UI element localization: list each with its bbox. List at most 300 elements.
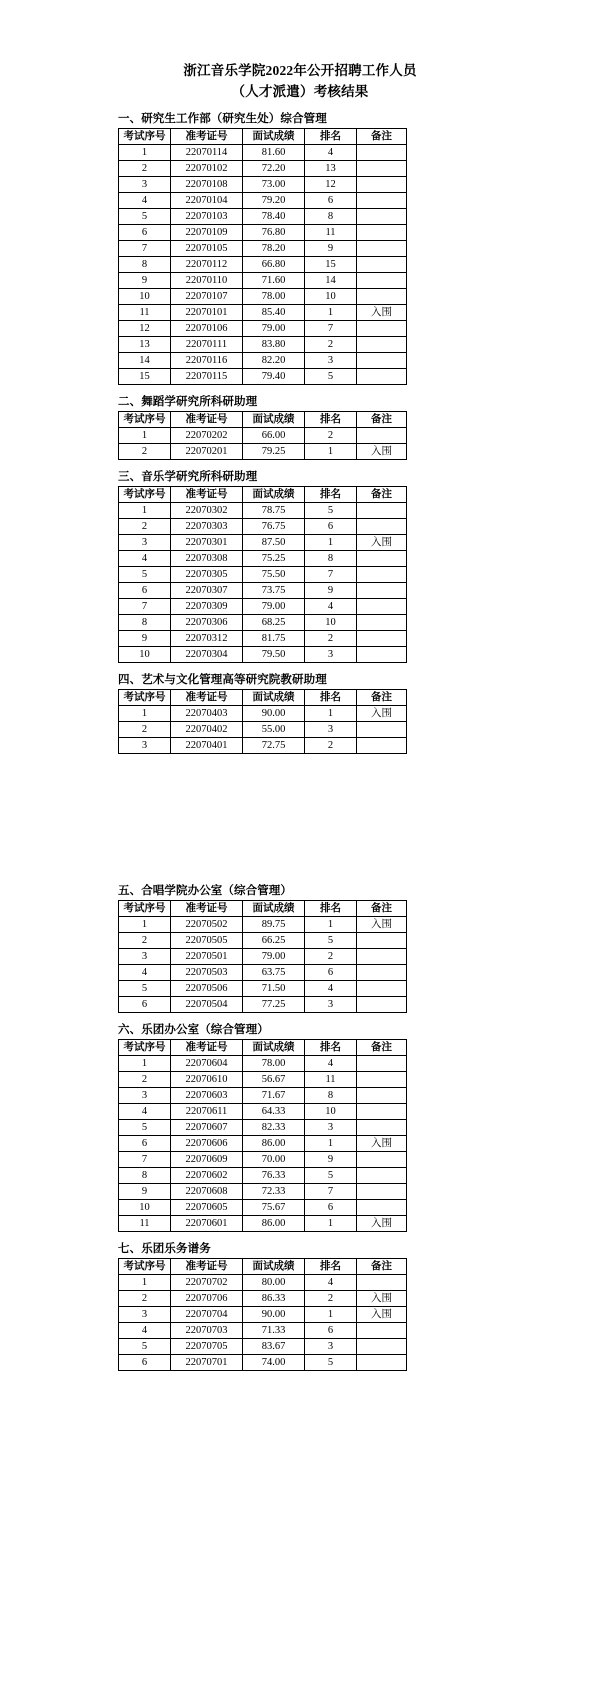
table-cell: 8 (305, 551, 357, 567)
table-cell: 22070102 (171, 161, 243, 177)
table-cell: 3 (119, 1088, 171, 1104)
table-cell: 81.75 (243, 631, 305, 647)
table-cell: 15 (119, 369, 171, 385)
table-cell (357, 321, 407, 337)
table-cell: 22070301 (171, 535, 243, 551)
table-row (119, 225, 407, 241)
table-cell: 7 (305, 321, 357, 337)
table-cell: 6 (305, 1323, 357, 1339)
table-cell (357, 615, 407, 631)
table-cell: 10 (305, 615, 357, 631)
table-cell (357, 965, 407, 981)
table-cell: 75.25 (243, 551, 305, 567)
table-cell: 10 (119, 647, 171, 663)
table-cell: 66.80 (243, 257, 305, 273)
section-heading: 二、舞蹈学研究所科研助理 (118, 396, 258, 408)
table-cell: 9 (119, 1184, 171, 1200)
table-row (119, 981, 407, 997)
table-cell: 75.67 (243, 1200, 305, 1216)
column-header: 准考证号 (171, 1259, 243, 1275)
table-row (119, 1216, 407, 1232)
table-cell: 79.50 (243, 647, 305, 663)
table-cell: 4 (305, 981, 357, 997)
table-cell: 22070107 (171, 289, 243, 305)
table-cell: 72.33 (243, 1184, 305, 1200)
table-cell (357, 647, 407, 663)
table-cell: 22070702 (171, 1275, 243, 1291)
table-cell: 79.00 (243, 599, 305, 615)
table-cell: 5 (305, 1355, 357, 1371)
table-row (119, 1200, 407, 1216)
table-cell: 11 (119, 1216, 171, 1232)
table-cell: 3 (305, 1339, 357, 1355)
table-cell: 4 (119, 551, 171, 567)
column-header: 准考证号 (171, 1040, 243, 1056)
table-cell (357, 1120, 407, 1136)
results-table (118, 1258, 407, 1371)
table-row (119, 933, 407, 949)
table-cell: 78.75 (243, 503, 305, 519)
table-cell: 入围 (357, 706, 407, 722)
table-row (119, 353, 407, 369)
table-cell: 5 (119, 981, 171, 997)
table-cell: 22070607 (171, 1120, 243, 1136)
table-cell: 1 (119, 1275, 171, 1291)
table-cell: 66.25 (243, 933, 305, 949)
table-cell: 9 (119, 273, 171, 289)
table-cell: 22070505 (171, 933, 243, 949)
table-cell: 79.00 (243, 949, 305, 965)
table-row (119, 209, 407, 225)
column-header: 考试序号 (119, 1259, 171, 1275)
table-cell: 1 (305, 1216, 357, 1232)
table-cell: 入围 (357, 1136, 407, 1152)
table-cell: 入围 (357, 535, 407, 551)
table-cell: 3 (305, 997, 357, 1013)
table-cell: 79.40 (243, 369, 305, 385)
sections-container (0, 110, 600, 1371)
table-cell: 79.25 (243, 444, 305, 460)
table-cell: 2 (119, 161, 171, 177)
table-cell: 7 (119, 599, 171, 615)
table-row (119, 1275, 407, 1291)
column-header: 备注 (357, 1040, 407, 1056)
table-cell: 9 (305, 241, 357, 257)
table-cell: 86.33 (243, 1291, 305, 1307)
table-row (119, 193, 407, 209)
table-header-row (119, 129, 407, 145)
table-header-row (119, 690, 407, 706)
table-cell: 83.67 (243, 1339, 305, 1355)
table-cell: 入围 (357, 1291, 407, 1307)
table-cell: 1 (119, 145, 171, 161)
table-cell: 22070308 (171, 551, 243, 567)
section (0, 468, 600, 663)
table-cell: 90.00 (243, 706, 305, 722)
table-cell: 9 (305, 1152, 357, 1168)
table-cell (357, 1275, 407, 1291)
table-cell: 79.00 (243, 321, 305, 337)
table-cell: 5 (305, 933, 357, 949)
table-cell: 6 (305, 193, 357, 209)
table-cell: 63.75 (243, 965, 305, 981)
table-cell: 7 (305, 1184, 357, 1200)
table-cell (357, 551, 407, 567)
results-table (118, 1039, 407, 1232)
table-cell: 22070701 (171, 1355, 243, 1371)
table-cell: 64.33 (243, 1104, 305, 1120)
table-cell: 72.75 (243, 738, 305, 754)
table-cell: 74.00 (243, 1355, 305, 1371)
table-row (119, 647, 407, 663)
section-heading: 七、乐团乐务谱务 (118, 1243, 211, 1255)
table-cell: 入围 (357, 444, 407, 460)
table-cell: 22070109 (171, 225, 243, 241)
table-cell (357, 738, 407, 754)
table-cell (357, 583, 407, 599)
results-table (118, 486, 407, 663)
table-cell: 11 (305, 225, 357, 241)
table-row (119, 1355, 407, 1371)
table-cell (357, 1088, 407, 1104)
table-cell: 86.00 (243, 1136, 305, 1152)
table-row (119, 1291, 407, 1307)
column-header: 备注 (357, 690, 407, 706)
column-header: 准考证号 (171, 690, 243, 706)
table-cell: 4 (305, 145, 357, 161)
table-cell: 66.00 (243, 428, 305, 444)
table-cell: 22070506 (171, 981, 243, 997)
table-cell (357, 428, 407, 444)
column-header: 面试成绩 (243, 1259, 305, 1275)
table-cell: 2 (119, 444, 171, 460)
table-cell: 6 (119, 1355, 171, 1371)
table-cell: 14 (119, 353, 171, 369)
table-cell: 22070604 (171, 1056, 243, 1072)
table-row (119, 241, 407, 257)
table-cell: 3 (119, 949, 171, 965)
table-cell (357, 209, 407, 225)
table-row (119, 722, 407, 738)
table-cell: 70.00 (243, 1152, 305, 1168)
table-row (119, 321, 407, 337)
table-cell: 3 (119, 738, 171, 754)
table-cell: 22070611 (171, 1104, 243, 1120)
table-cell: 1 (119, 917, 171, 933)
table-cell: 4 (305, 1056, 357, 1072)
table-row (119, 631, 407, 647)
table-cell: 76.33 (243, 1168, 305, 1184)
table-row (119, 369, 407, 385)
table-cell: 入围 (357, 1216, 407, 1232)
table-cell: 22070104 (171, 193, 243, 209)
table-cell: 3 (119, 1307, 171, 1323)
table-cell: 1 (305, 1307, 357, 1323)
table-cell: 15 (305, 257, 357, 273)
table-row (119, 503, 407, 519)
column-header: 备注 (357, 412, 407, 428)
table-cell: 1 (119, 706, 171, 722)
table-cell (357, 177, 407, 193)
table-cell (357, 1056, 407, 1072)
table-cell: 22070108 (171, 177, 243, 193)
table-row (119, 289, 407, 305)
table-cell: 78.00 (243, 289, 305, 305)
table-row (119, 615, 407, 631)
page-title-line-2: （人才派遣）考核结果 (231, 84, 369, 99)
column-header: 排名 (305, 1040, 357, 1056)
table-cell: 22070501 (171, 949, 243, 965)
column-header: 考试序号 (119, 690, 171, 706)
table-cell: 12 (119, 321, 171, 337)
table-cell: 22070312 (171, 631, 243, 647)
table-cell: 22070101 (171, 305, 243, 321)
table-cell: 86.00 (243, 1216, 305, 1232)
table-row (119, 1339, 407, 1355)
table-cell: 8 (305, 209, 357, 225)
table-cell: 5 (305, 1168, 357, 1184)
table-row (119, 519, 407, 535)
table-cell: 22070114 (171, 145, 243, 161)
table-cell: 12 (305, 177, 357, 193)
table-cell: 90.00 (243, 1307, 305, 1323)
table-cell: 22070609 (171, 1152, 243, 1168)
column-header: 准考证号 (171, 487, 243, 503)
table-cell: 1 (305, 305, 357, 321)
page-break-spacer (0, 754, 600, 874)
table-row (119, 1184, 407, 1200)
column-header: 面试成绩 (243, 1040, 305, 1056)
table-row (119, 706, 407, 722)
table-header-row (119, 412, 407, 428)
table-cell: 78.40 (243, 209, 305, 225)
table-cell: 71.33 (243, 1323, 305, 1339)
column-header: 备注 (357, 1259, 407, 1275)
table-cell (357, 161, 407, 177)
table-row (119, 738, 407, 754)
table-cell: 6 (119, 1136, 171, 1152)
table-row (119, 444, 407, 460)
table-cell: 22070504 (171, 997, 243, 1013)
table-row (119, 177, 407, 193)
table-cell: 5 (119, 209, 171, 225)
table-cell: 5 (119, 1339, 171, 1355)
table-cell: 2 (119, 519, 171, 535)
table-cell: 82.33 (243, 1120, 305, 1136)
table-row (119, 1088, 407, 1104)
table-header-row (119, 1040, 407, 1056)
table-cell: 5 (119, 1120, 171, 1136)
table-cell: 22070601 (171, 1216, 243, 1232)
table-cell: 8 (305, 1088, 357, 1104)
table-cell (357, 503, 407, 519)
table-row (119, 997, 407, 1013)
table-cell: 2 (305, 738, 357, 754)
table-cell: 22070502 (171, 917, 243, 933)
table-row (119, 1152, 407, 1168)
table-cell: 87.50 (243, 535, 305, 551)
table-row (119, 145, 407, 161)
table-cell: 80.00 (243, 1275, 305, 1291)
table-cell: 4 (305, 599, 357, 615)
page-title-line-1: 浙江音乐学院2022年公开招聘工作人员 (183, 63, 417, 78)
table-cell: 2 (305, 337, 357, 353)
section-heading: 三、音乐学研究所科研助理 (118, 471, 258, 483)
results-table (118, 900, 407, 1013)
column-header: 备注 (357, 129, 407, 145)
table-cell: 1 (119, 428, 171, 444)
table-cell (357, 949, 407, 965)
table-cell (357, 241, 407, 257)
table-cell: 82.20 (243, 353, 305, 369)
table-cell (357, 1168, 407, 1184)
table-cell: 79.20 (243, 193, 305, 209)
column-header: 考试序号 (119, 412, 171, 428)
table-cell (357, 1323, 407, 1339)
table-cell (357, 1072, 407, 1088)
table-cell: 77.25 (243, 997, 305, 1013)
table-cell: 5 (305, 369, 357, 385)
table-cell: 78.20 (243, 241, 305, 257)
table-cell: 2 (119, 933, 171, 949)
table-cell: 22070403 (171, 706, 243, 722)
section (0, 110, 600, 385)
table-cell (357, 631, 407, 647)
table-cell (357, 1104, 407, 1120)
table-cell: 7 (119, 241, 171, 257)
table-cell: 6 (305, 1200, 357, 1216)
column-header: 考试序号 (119, 129, 171, 145)
section-heading: 五、合唱学院办公室（综合管理） (118, 885, 292, 897)
table-cell: 1 (305, 535, 357, 551)
table-cell: 76.75 (243, 519, 305, 535)
table-cell: 22070112 (171, 257, 243, 273)
table-cell: 75.50 (243, 567, 305, 583)
table-cell: 9 (305, 583, 357, 599)
table-cell: 6 (119, 997, 171, 1013)
column-header: 备注 (357, 487, 407, 503)
table-cell: 4 (119, 1104, 171, 1120)
table-cell: 22070402 (171, 722, 243, 738)
results-table (118, 411, 407, 460)
table-cell: 22070302 (171, 503, 243, 519)
section (0, 1240, 600, 1371)
table-cell: 22070202 (171, 428, 243, 444)
table-cell (357, 337, 407, 353)
table-cell: 6 (119, 583, 171, 599)
table-cell: 13 (119, 337, 171, 353)
table-cell: 22070703 (171, 1323, 243, 1339)
table-cell: 22070705 (171, 1339, 243, 1355)
table-cell: 83.80 (243, 337, 305, 353)
table-cell: 13 (305, 161, 357, 177)
table-cell: 2 (305, 949, 357, 965)
column-header: 考试序号 (119, 1040, 171, 1056)
table-cell: 71.60 (243, 273, 305, 289)
column-header: 排名 (305, 412, 357, 428)
table-cell: 7 (305, 567, 357, 583)
column-header: 面试成绩 (243, 487, 305, 503)
table-cell: 11 (305, 1072, 357, 1088)
table-row (119, 965, 407, 981)
section (0, 1021, 600, 1232)
table-cell: 56.67 (243, 1072, 305, 1088)
table-cell: 3 (305, 1120, 357, 1136)
column-header: 面试成绩 (243, 901, 305, 917)
table-cell: 71.50 (243, 981, 305, 997)
section-heading: 一、研究生工作部（研究生处）综合管理 (118, 113, 327, 125)
table-row (119, 599, 407, 615)
column-header: 排名 (305, 129, 357, 145)
table-cell: 22070306 (171, 615, 243, 631)
column-header: 面试成绩 (243, 129, 305, 145)
table-cell: 22070309 (171, 599, 243, 615)
table-row (119, 583, 407, 599)
table-cell: 22070603 (171, 1088, 243, 1104)
table-cell: 14 (305, 273, 357, 289)
table-cell: 22070110 (171, 273, 243, 289)
table-cell (357, 193, 407, 209)
table-cell (357, 289, 407, 305)
table-row (119, 949, 407, 965)
table-cell: 2 (119, 722, 171, 738)
table-cell: 22070201 (171, 444, 243, 460)
table-cell: 73.00 (243, 177, 305, 193)
table-cell: 入围 (357, 305, 407, 321)
table-cell: 4 (305, 1275, 357, 1291)
table-cell: 22070706 (171, 1291, 243, 1307)
table-cell: 1 (305, 917, 357, 933)
table-cell: 4 (119, 965, 171, 981)
table-row (119, 1323, 407, 1339)
table-cell: 6 (305, 965, 357, 981)
table-cell: 9 (119, 631, 171, 647)
table-cell: 22070303 (171, 519, 243, 535)
table-cell: 22070605 (171, 1200, 243, 1216)
table-cell: 1 (119, 1056, 171, 1072)
table-cell: 68.25 (243, 615, 305, 631)
table-cell: 入围 (357, 917, 407, 933)
column-header: 排名 (305, 1259, 357, 1275)
table-cell: 5 (305, 503, 357, 519)
table-cell: 8 (119, 1168, 171, 1184)
table-cell: 22070115 (171, 369, 243, 385)
table-cell: 73.75 (243, 583, 305, 599)
table-cell: 81.60 (243, 145, 305, 161)
table-cell: 2 (305, 631, 357, 647)
table-cell: 22070111 (171, 337, 243, 353)
table-row (119, 273, 407, 289)
results-table (118, 128, 407, 385)
table-cell (357, 1339, 407, 1355)
table-cell: 5 (119, 567, 171, 583)
column-header: 面试成绩 (243, 412, 305, 428)
section (0, 882, 600, 1013)
table-cell: 1 (119, 503, 171, 519)
table-cell (357, 599, 407, 615)
table-cell: 3 (305, 647, 357, 663)
column-header: 准考证号 (171, 412, 243, 428)
table-cell (357, 981, 407, 997)
column-header: 考试序号 (119, 901, 171, 917)
table-cell: 22070304 (171, 647, 243, 663)
table-cell: 22070106 (171, 321, 243, 337)
table-cell: 3 (305, 722, 357, 738)
table-cell (357, 353, 407, 369)
table-cell (357, 225, 407, 241)
table-header-row (119, 901, 407, 917)
table-row (119, 1136, 407, 1152)
